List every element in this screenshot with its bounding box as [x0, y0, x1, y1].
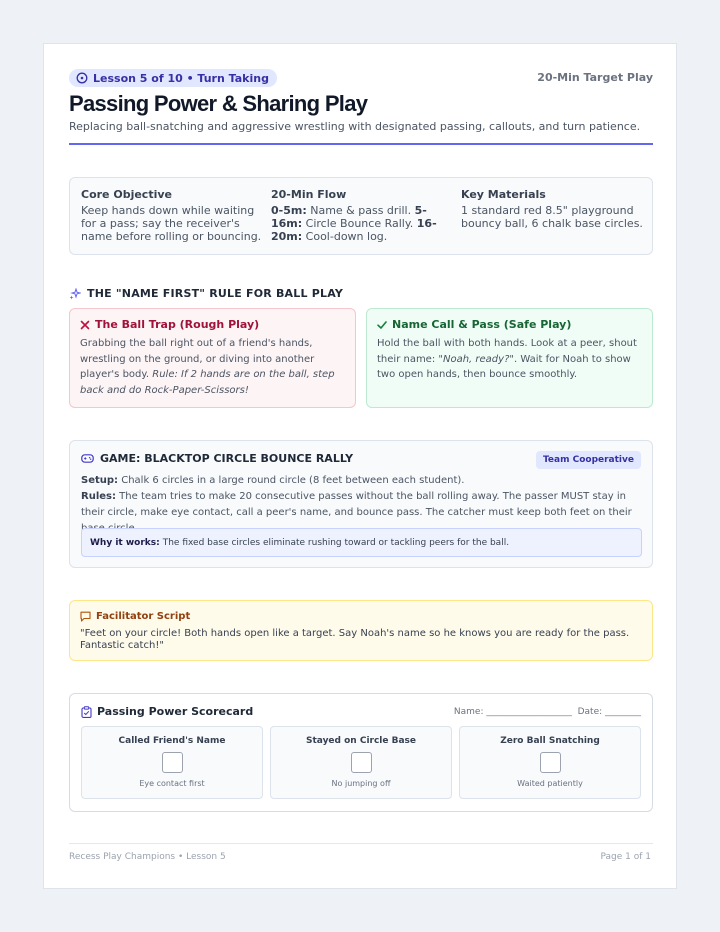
target-play-label: 20-Min Target Play: [537, 71, 653, 84]
clipboard-icon: [81, 706, 92, 718]
scorecard-name-date: [454, 707, 641, 717]
script-title: [80, 611, 190, 622]
score-item-zero-snatching: [459, 726, 641, 799]
rules-text: The team tries to make 20 consecutive passes without the ball rolling away. The passer MUST stay in their circle, make eye contact, call a peer's name, and bounce pass. The catcher must keep both feet on their: [81, 491, 632, 518]
flow-seg1-text: Name & pass drill.: [306, 204, 415, 217]
why-label: Why it works:: [90, 537, 160, 548]
ball-trap-text: [80, 336, 345, 398]
chat-icon: [80, 611, 91, 622]
name-call-quote: "Noah, ready?": [438, 353, 514, 365]
flow-heading: 20-Min Flow: [271, 188, 347, 201]
date-line[interactable]: Date: ________: [577, 707, 641, 717]
score-item-hint: Waited patiently: [517, 779, 583, 788]
score-item-circle-base: [270, 726, 452, 799]
rules-label: Rules:: [81, 491, 116, 502]
flow-seg3-label: 16-20m:: [271, 217, 437, 243]
scorecard-panel: [69, 693, 653, 812]
scorecard-title: [81, 705, 253, 718]
score-item-called-name: [81, 726, 263, 799]
game-title-text: GAME: BLACKTOP CIRCLE BOUNCE RALLY: [100, 452, 354, 465]
check-icon: [377, 320, 387, 330]
core-objective: [81, 188, 263, 243]
sparkle-icon: [69, 288, 81, 300]
ball-trap-title-text: The Ball Trap (Rough Play): [95, 318, 260, 331]
page-subtitle: Replacing ball-snatching and aggressive wrestling with designated passing, callouts, and turn patience.: [69, 120, 641, 133]
lesson-page: [43, 43, 677, 889]
flow-seg1-label: 0-5m:: [271, 204, 307, 217]
facilitator-script-panel: [69, 600, 653, 661]
footer-series: Recess Play Champions • Lesson 5: [69, 852, 226, 862]
script-quote: "Feet on your circle! Both hands open like a target. Say Noah's name so he knows you are ready for the pass. Fantastic catch!": [80, 628, 630, 651]
setup-label: Setup:: [81, 475, 119, 486]
score-item-label: Called Friend's Name: [118, 736, 226, 746]
ball-trap-description: Grabbing the ball right out of a friend's hands, wrestling on the ground, or diving into another player's body.: [80, 338, 315, 380]
key-materials: [461, 188, 643, 230]
clock-icon: [76, 72, 88, 84]
script-title-text: Facilitator Script: [96, 611, 191, 622]
name-call-text-after: . Wait for Noah to show two open hands, then bounce smoothly.: [377, 353, 631, 380]
x-icon: [80, 320, 90, 330]
materials-text: 1 standard red 8.5" playground bouncy ball, 6 chalk base circles.: [461, 204, 643, 230]
name-line[interactable]: Name: ___________________: [453, 707, 572, 717]
footer-page-number: Page 1 of 1: [600, 852, 651, 862]
score-item-label: Zero Ball Snatching: [500, 736, 600, 746]
footer-divider: [69, 843, 653, 844]
why-it-works-callout: [81, 528, 642, 557]
title-divider: [69, 143, 653, 145]
flow-seg3-text: Cool-down log.: [302, 230, 388, 243]
score-item-hint: No jumping off: [331, 779, 391, 788]
rule-section-heading: [69, 287, 343, 300]
rule-section-title: THE "NAME FIRST" RULE FOR BALL PLAY: [87, 287, 344, 300]
lesson-badge: [69, 69, 277, 87]
lesson-badge-text: Lesson 5 of 10 • Turn Taking: [93, 71, 269, 85]
setup-text: Chalk 6 circles in a large round circle (8 feet between each student).: [118, 475, 465, 486]
name-call-card: [366, 308, 653, 408]
gamepad-icon: [81, 453, 94, 464]
score-item-hint: Eye contact first: [139, 779, 205, 788]
overview-panel: [69, 177, 653, 255]
ball-trap-rule: Rule: If 2 hands are on the ball, step back and do Rock-Paper-Scissors!: [80, 369, 335, 396]
name-call-text-before: Hold the ball with both hands. Look at a peer, shout their name:: [377, 338, 637, 365]
score-checkbox[interactable]: [351, 752, 372, 773]
game-title: [81, 452, 353, 465]
flow-seg2-label: 5-16m:: [271, 204, 427, 230]
materials-heading: Key Materials: [461, 188, 546, 201]
name-call-text: [377, 336, 642, 383]
scorecard-title-text: Passing Power Scorecard: [97, 705, 254, 718]
flow-schedule: [271, 188, 453, 243]
score-checkbox[interactable]: [162, 752, 183, 773]
game-panel: [69, 440, 653, 568]
header-row: [69, 69, 653, 87]
flow-seg2-text: Circle Bounce Rally.: [302, 217, 417, 230]
flow-text: [271, 204, 453, 243]
ball-trap-card: [69, 308, 356, 408]
core-objective-heading: Core Objective: [81, 188, 172, 201]
core-objective-text: Keep hands down while waiting for a pass; say the receiver's name before rolling or bouncing.: [81, 204, 262, 243]
name-call-title: [377, 318, 642, 331]
name-call-title-text: Name Call & Pass (Safe Play): [392, 318, 572, 331]
why-text: The fixed base circles eliminate rushing toward or tackling peers for the ball.: [162, 537, 510, 548]
game-setup: [81, 473, 643, 489]
score-item-label: Stayed on Circle Base: [305, 736, 417, 746]
page-title: Passing Power & Sharing Play: [69, 91, 368, 116]
ball-trap-title: [80, 318, 345, 331]
score-checkbox[interactable]: [540, 752, 561, 773]
team-cooperative-badge: Team Cooperative: [536, 451, 641, 469]
